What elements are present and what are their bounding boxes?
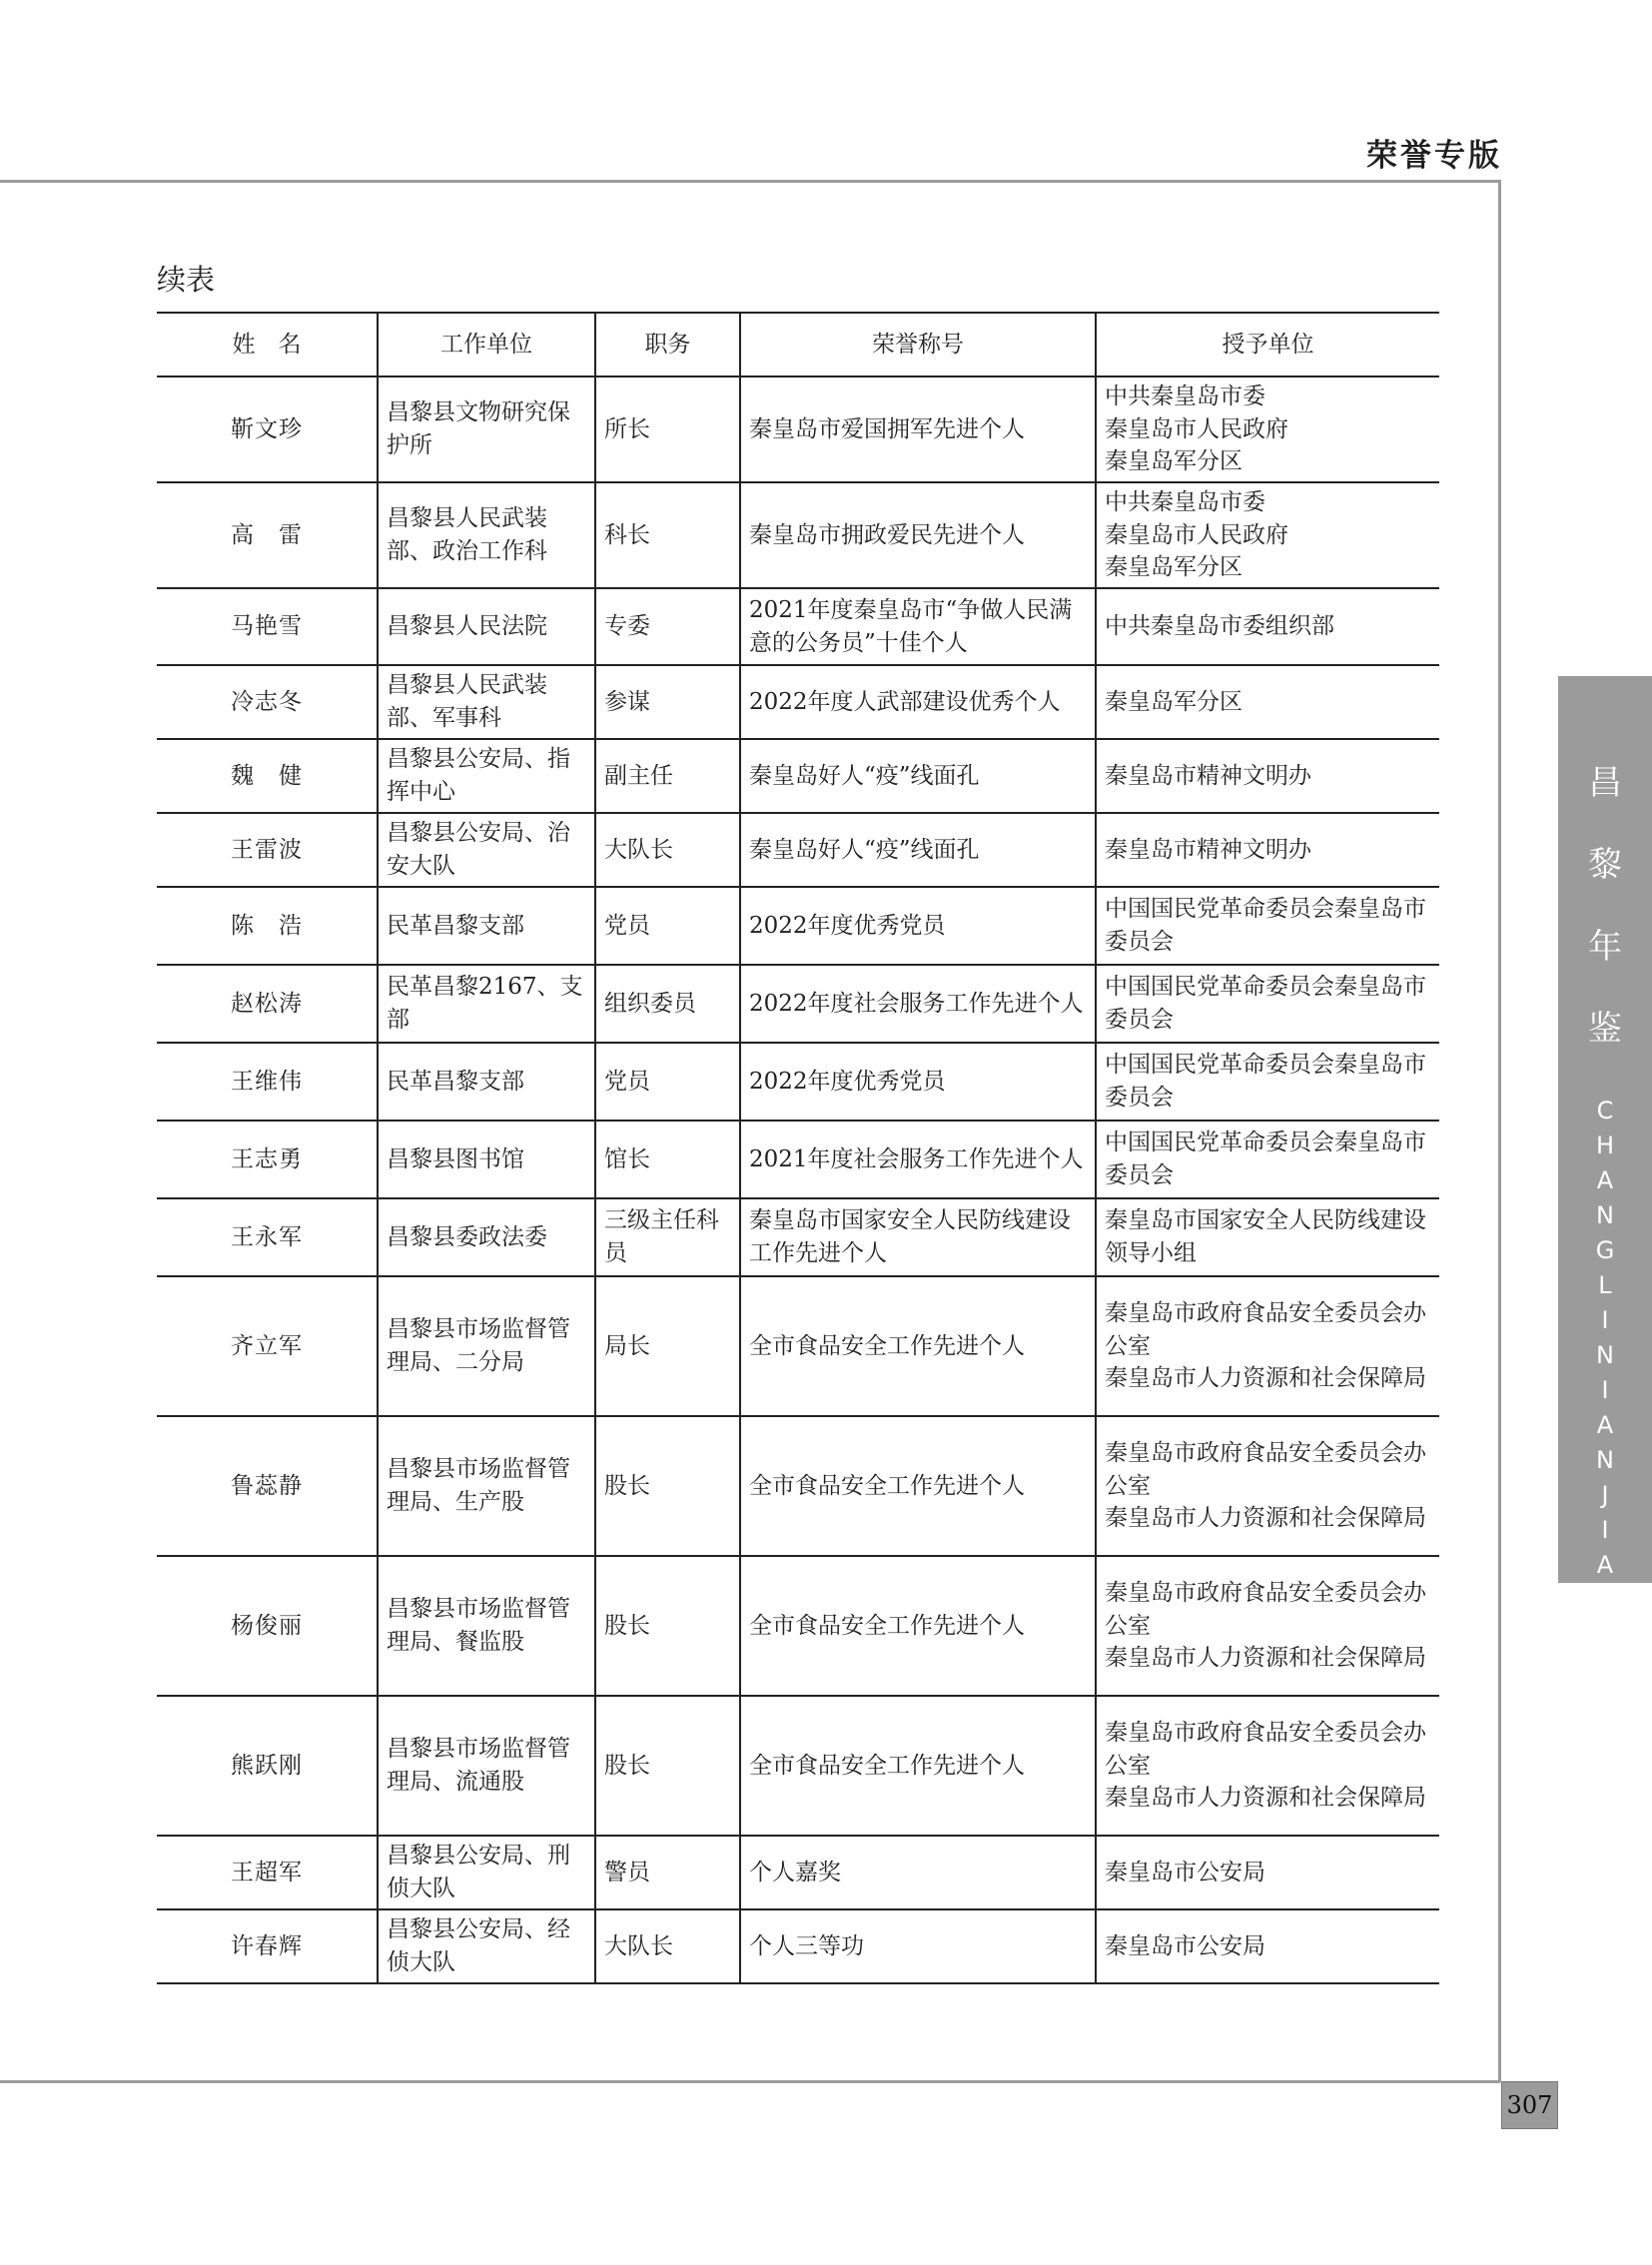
cell-unit: 昌黎县图书馆 <box>378 1121 595 1198</box>
cell-name: 鲁蕊静 <box>157 1416 378 1556</box>
cell-name: 杨俊丽 <box>157 1556 378 1696</box>
cell-name: 魏 健 <box>157 739 378 813</box>
grantor-line: 中共秦皇岛市委组织部 <box>1105 613 1334 640</box>
table-row <box>157 1696 1439 1836</box>
cell-honor: 秦皇岛市拥政爱民先进个人 <box>740 482 1096 588</box>
side-tab-cn-char: 昌 <box>1588 763 1622 803</box>
cell-unit: 民革昌黎支部 <box>378 1043 595 1121</box>
header-unit: 工作单位 <box>378 313 595 377</box>
table-row <box>157 1836 1439 1909</box>
grantor-line: 秦皇岛市精神文明办 <box>1105 762 1311 789</box>
cell-grantor <box>1096 1416 1439 1556</box>
table-row <box>157 965 1439 1043</box>
table-header-row <box>157 313 1439 377</box>
grantor-line: 秦皇岛市人力资源和社会保障局 <box>1105 1785 1426 1812</box>
cell-unit: 昌黎县人民武装部、军事科 <box>378 665 595 739</box>
cell-unit: 昌黎县市场监督管理局、二分局 <box>378 1276 595 1416</box>
frame-right-border <box>1498 180 1501 2082</box>
grantor-line: 秦皇岛市人力资源和社会保障局 <box>1105 1645 1426 1672</box>
cell-position: 党员 <box>595 887 740 965</box>
grantor-line: 秦皇岛市政府食品安全委员会办公室 <box>1105 1300 1426 1359</box>
side-tab-en-char: A <box>1596 1411 1614 1439</box>
cell-position: 三级主任科员 <box>595 1198 740 1276</box>
table-row <box>157 887 1439 965</box>
cell-position: 参谋 <box>595 665 740 739</box>
grantor-line: 中国国民党革命委员会秦皇岛市委员会 <box>1105 1052 1426 1111</box>
cell-grantor <box>1096 1043 1439 1121</box>
grantor-line: 秦皇岛市精神文明办 <box>1105 836 1311 863</box>
cell-unit: 昌黎县市场监督管理局、餐监股 <box>378 1556 595 1696</box>
cell-honor: 全市食品安全工作先进个人 <box>740 1276 1096 1416</box>
cell-position: 股长 <box>595 1416 740 1556</box>
side-tab-en-char: J <box>1601 1481 1609 1509</box>
side-tab-cn-title <box>1588 763 1622 1094</box>
cell-name: 王雷波 <box>157 813 378 887</box>
side-tab-en-char: A <box>1596 1166 1614 1194</box>
cell-honor: 个人三等功 <box>740 1909 1096 1983</box>
cell-unit: 昌黎县市场监督管理局、生产股 <box>378 1416 595 1556</box>
cell-unit: 昌黎县公安局、指挥中心 <box>378 739 595 813</box>
cell-position: 党员 <box>595 1043 740 1121</box>
cell-grantor <box>1096 1121 1439 1198</box>
table-row <box>157 1909 1439 1983</box>
grantor-line: 秦皇岛市公安局 <box>1105 1932 1265 1959</box>
cell-name: 齐立军 <box>157 1276 378 1416</box>
cell-position: 大队长 <box>595 1909 740 1983</box>
table-row <box>157 1198 1439 1276</box>
side-tab-en-char: G <box>1595 1236 1615 1264</box>
grantor-line: 中共秦皇岛市委 <box>1105 489 1265 516</box>
section-title: 荣誉专版 <box>1366 138 1502 174</box>
cell-honor: 2021年度社会服务工作先进个人 <box>740 1121 1096 1198</box>
cell-position: 馆长 <box>595 1121 740 1198</box>
cell-unit: 昌黎县公安局、治安大队 <box>378 813 595 887</box>
cell-name: 马艳雪 <box>157 588 378 665</box>
grantor-line: 秦皇岛市公安局 <box>1105 1859 1265 1886</box>
table-caption: 续表 <box>157 263 216 297</box>
table-row <box>157 588 1439 665</box>
cell-unit: 民革昌黎2167、支部 <box>378 965 595 1043</box>
cell-grantor <box>1096 1198 1439 1276</box>
cell-name: 靳文珍 <box>157 377 378 482</box>
cell-grantor <box>1096 887 1439 965</box>
side-tab-en-title <box>1596 1094 1615 1618</box>
cell-name: 陈 浩 <box>157 887 378 965</box>
side-tab-en-char: L <box>1598 1271 1612 1299</box>
cell-honor: 2022年度优秀党员 <box>740 887 1096 965</box>
frame-top-border <box>0 180 1500 183</box>
table-row <box>157 665 1439 739</box>
cell-position: 警员 <box>595 1836 740 1909</box>
page-number: 307 <box>1501 2081 1558 2129</box>
cell-position: 组织委员 <box>595 965 740 1043</box>
cell-grantor <box>1096 1696 1439 1836</box>
grantor-line: 秦皇岛市人民政府 <box>1105 521 1288 548</box>
grantor-line: 秦皇岛市政府食品安全委员会办公室 <box>1105 1440 1426 1499</box>
grantor-line: 秦皇岛市人民政府 <box>1105 415 1288 442</box>
side-tab-en-char: N <box>1596 1201 1614 1229</box>
cell-grantor <box>1096 1556 1439 1696</box>
side-tab-en-char: C <box>1596 1097 1614 1125</box>
side-tab-en-char: H <box>1595 1132 1615 1159</box>
grantor-line: 秦皇岛市人力资源和社会保障局 <box>1105 1505 1426 1532</box>
cell-grantor <box>1096 1276 1439 1416</box>
cell-honor: 2022年度人武部建设优秀个人 <box>740 665 1096 739</box>
side-tab-en-char: N <box>1596 1586 1614 1614</box>
side-tab-en-char: N <box>1596 1446 1614 1474</box>
cell-position: 科长 <box>595 482 740 588</box>
table-row <box>157 739 1439 813</box>
side-tab-en-char: I <box>1601 1516 1609 1544</box>
table-row <box>157 482 1439 588</box>
cell-unit: 昌黎县委政法委 <box>378 1198 595 1276</box>
grantor-line: 中共秦皇岛市委 <box>1105 383 1265 410</box>
table-row <box>157 1043 1439 1121</box>
cell-position: 大队长 <box>595 813 740 887</box>
cell-grantor <box>1096 813 1439 887</box>
cell-name: 赵松涛 <box>157 965 378 1043</box>
cell-honor: 2021年度秦皇岛市“争做人民满意的公务员”十佳个人 <box>740 588 1096 665</box>
cell-unit: 昌黎县公安局、经侦大队 <box>378 1909 595 1983</box>
cell-unit: 民革昌黎支部 <box>378 887 595 965</box>
side-tab-en-char: I <box>1601 1376 1609 1404</box>
grantor-line: 秦皇岛军分区 <box>1105 554 1242 581</box>
frame-bottom-border <box>0 2080 1500 2083</box>
cell-position: 股长 <box>595 1696 740 1836</box>
header-name: 姓 名 <box>157 313 378 377</box>
table-row <box>157 1121 1439 1198</box>
cell-grantor <box>1096 1836 1439 1909</box>
cell-honor: 秦皇岛市爱国拥军先进个人 <box>740 377 1096 482</box>
side-tab-en-char: A <box>1596 1551 1614 1579</box>
grantor-line: 秦皇岛市政府食品安全委员会办公室 <box>1105 1580 1426 1639</box>
cell-unit: 昌黎县人民法院 <box>378 588 595 665</box>
cell-grantor <box>1096 377 1439 482</box>
cell-honor: 全市食品安全工作先进个人 <box>740 1696 1096 1836</box>
table-row <box>157 1276 1439 1416</box>
cell-position: 所长 <box>595 377 740 482</box>
cell-position: 专委 <box>595 588 740 665</box>
cell-honor: 秦皇岛好人“疫”线面孔 <box>740 813 1096 887</box>
cell-honor: 全市食品安全工作先进个人 <box>740 1416 1096 1556</box>
cell-position: 副主任 <box>595 739 740 813</box>
header-honor: 荣誉称号 <box>740 313 1096 377</box>
header-position: 职务 <box>595 313 740 377</box>
cell-honor: 个人嘉奖 <box>740 1836 1096 1909</box>
cell-position: 股长 <box>595 1556 740 1696</box>
cell-name: 熊跃刚 <box>157 1696 378 1836</box>
grantor-line: 秦皇岛市人力资源和社会保障局 <box>1105 1365 1426 1392</box>
cell-grantor <box>1096 482 1439 588</box>
header-grantor: 授予单位 <box>1096 313 1439 377</box>
cell-grantor <box>1096 588 1439 665</box>
grantor-line: 中国国民党革命委员会秦皇岛市委员会 <box>1105 1130 1426 1188</box>
cell-honor: 秦皇岛市国家安全人民防线建设工作先进个人 <box>740 1198 1096 1276</box>
table-row <box>157 377 1439 482</box>
table-row <box>157 1416 1439 1556</box>
table-row <box>157 1556 1439 1696</box>
side-tab-en-char: I <box>1601 1306 1609 1334</box>
cell-name: 许春辉 <box>157 1909 378 1983</box>
grantor-line: 秦皇岛军分区 <box>1105 688 1242 715</box>
cell-grantor <box>1096 965 1439 1043</box>
grantor-line: 中国国民党革命委员会秦皇岛市委员会 <box>1105 896 1426 955</box>
cell-grantor <box>1096 739 1439 813</box>
cell-unit: 昌黎县文物研究保护所 <box>378 377 595 482</box>
side-tab-cn-char: 鉴 <box>1588 1009 1622 1049</box>
cell-honor: 2022年度社会服务工作先进个人 <box>740 965 1096 1043</box>
side-tab-cn-char: 年 <box>1588 927 1622 967</box>
grantor-line: 秦皇岛市政府食品安全委员会办公室 <box>1105 1720 1426 1779</box>
grantor-line: 秦皇岛市国家安全人民防线建设领导小组 <box>1105 1207 1426 1266</box>
cell-position: 局长 <box>595 1276 740 1416</box>
cell-honor: 2022年度优秀党员 <box>740 1043 1096 1121</box>
cell-unit: 昌黎县公安局、刑侦大队 <box>378 1836 595 1909</box>
cell-unit: 昌黎县人民武装部、政治工作科 <box>378 482 595 588</box>
cell-name: 王永军 <box>157 1198 378 1276</box>
side-tab-cn-char: 黎 <box>1588 845 1622 885</box>
grantor-line: 秦皇岛军分区 <box>1105 448 1242 475</box>
side-tab-en-char: N <box>1596 1341 1614 1369</box>
side-tab-yearbook <box>1558 676 1652 1614</box>
cell-name: 王超军 <box>157 1836 378 1909</box>
cell-name: 王维伟 <box>157 1043 378 1121</box>
cell-name: 高 雷 <box>157 482 378 588</box>
honor-table <box>157 312 1439 1984</box>
grantor-line: 中国国民党革命委员会秦皇岛市委员会 <box>1105 974 1426 1033</box>
cell-honor: 秦皇岛好人“疫”线面孔 <box>740 739 1096 813</box>
table-row <box>157 813 1439 887</box>
cell-grantor <box>1096 1909 1439 1983</box>
cell-name: 王志勇 <box>157 1121 378 1198</box>
cell-unit: 昌黎县市场监督管理局、流通股 <box>378 1696 595 1836</box>
cell-grantor <box>1096 665 1439 739</box>
cell-honor: 全市食品安全工作先进个人 <box>740 1556 1096 1696</box>
cell-name: 冷志冬 <box>157 665 378 739</box>
